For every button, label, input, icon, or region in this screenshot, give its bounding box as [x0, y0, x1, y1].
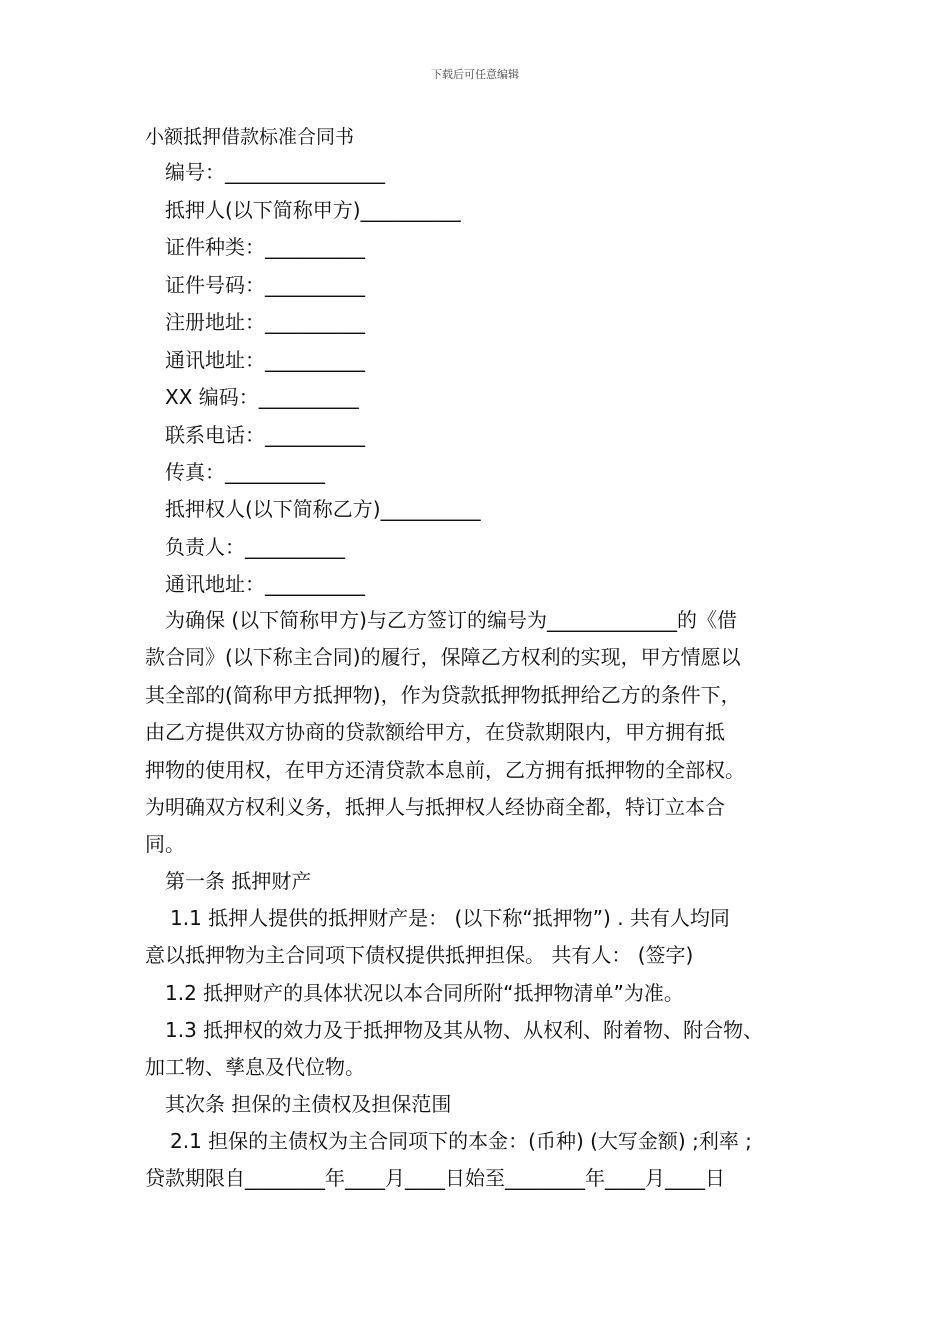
section-heading-1: 第一条 抵押财产: [165, 869, 312, 893]
header-note: 下载后可任意编辑: [431, 68, 519, 81]
paragraph-line: 同。: [145, 832, 185, 856]
field-id-type: 证件种类：__________: [165, 235, 365, 259]
field-contract-number: 编号：________________: [165, 160, 385, 184]
document-title: 小额抵押借款标准合同书: [145, 126, 355, 148]
paragraph-line: 其全部的(简称甲方抵押物)，作为贷款抵押物抵押给乙方的条件下，: [145, 683, 741, 707]
paragraph-line: 由乙方提供双方协商的贷款额给甲方，在贷款期限内，甲方拥有抵: [145, 720, 725, 744]
field-id-number: 证件号码：__________: [165, 273, 365, 297]
field-mailing-address: 通讯地址：__________: [165, 348, 365, 372]
clause-line: 1.1 抵押人提供的抵押财产是： (以下称“抵押物”) . 共有人均同: [170, 906, 730, 930]
field-person-in-charge: 负责人：__________: [165, 535, 345, 559]
field-registered-address: 注册地址：__________: [165, 310, 365, 334]
field-phone: 联系电话：__________: [165, 423, 365, 447]
clause-line: 2.1 担保的主债权为主合同项下的本金：(币种) (大写金额) ;利率 ;: [170, 1129, 752, 1153]
paragraph-line: 为明确双方权利义务，抵押人与抵押权人经协商全都，特订立本合: [145, 795, 725, 819]
field-mortgagor: 抵押人(以下简称甲方)__________: [165, 198, 461, 222]
paragraph-line: 为确保 (以下简称甲方)与乙方签订的编号为_____________的《借: [165, 608, 737, 632]
clause-line: 加工物、孳息及代位物。: [145, 1055, 365, 1079]
clause-line: 贷款期限自________年____月____日始至________年____月____日: [145, 1166, 725, 1190]
field-mortgagee: 抵押权人(以下简称乙方)__________: [165, 497, 481, 521]
field-fax: 传真：__________: [165, 460, 325, 484]
clause-line: 1.2 抵押财产的具体状况以本合同所附“抵押物清单”为准。: [165, 981, 684, 1005]
clause-line: 1.3 抵押权的效力及于抵押物及其从物、从权利、附着物、附合物、: [165, 1018, 764, 1042]
field-mailing-address-2: 通讯地址：__________: [165, 572, 365, 596]
section-heading-2: 其次条 担保的主债权及担保范围: [165, 1092, 452, 1116]
paragraph-line: 押物的使用权，在甲方还清贷款本息前，乙方拥有抵押物的全部权。: [145, 758, 745, 782]
paragraph-line: 款合同》(以下称主合同)的履行，保障乙方权利的实现，甲方情愿以: [145, 645, 741, 669]
field-postal-code: XX 编码：__________: [165, 385, 359, 409]
clause-line: 意以抵押物为主合同项下债权提供抵押担保。 共有人： (签字): [145, 943, 694, 967]
